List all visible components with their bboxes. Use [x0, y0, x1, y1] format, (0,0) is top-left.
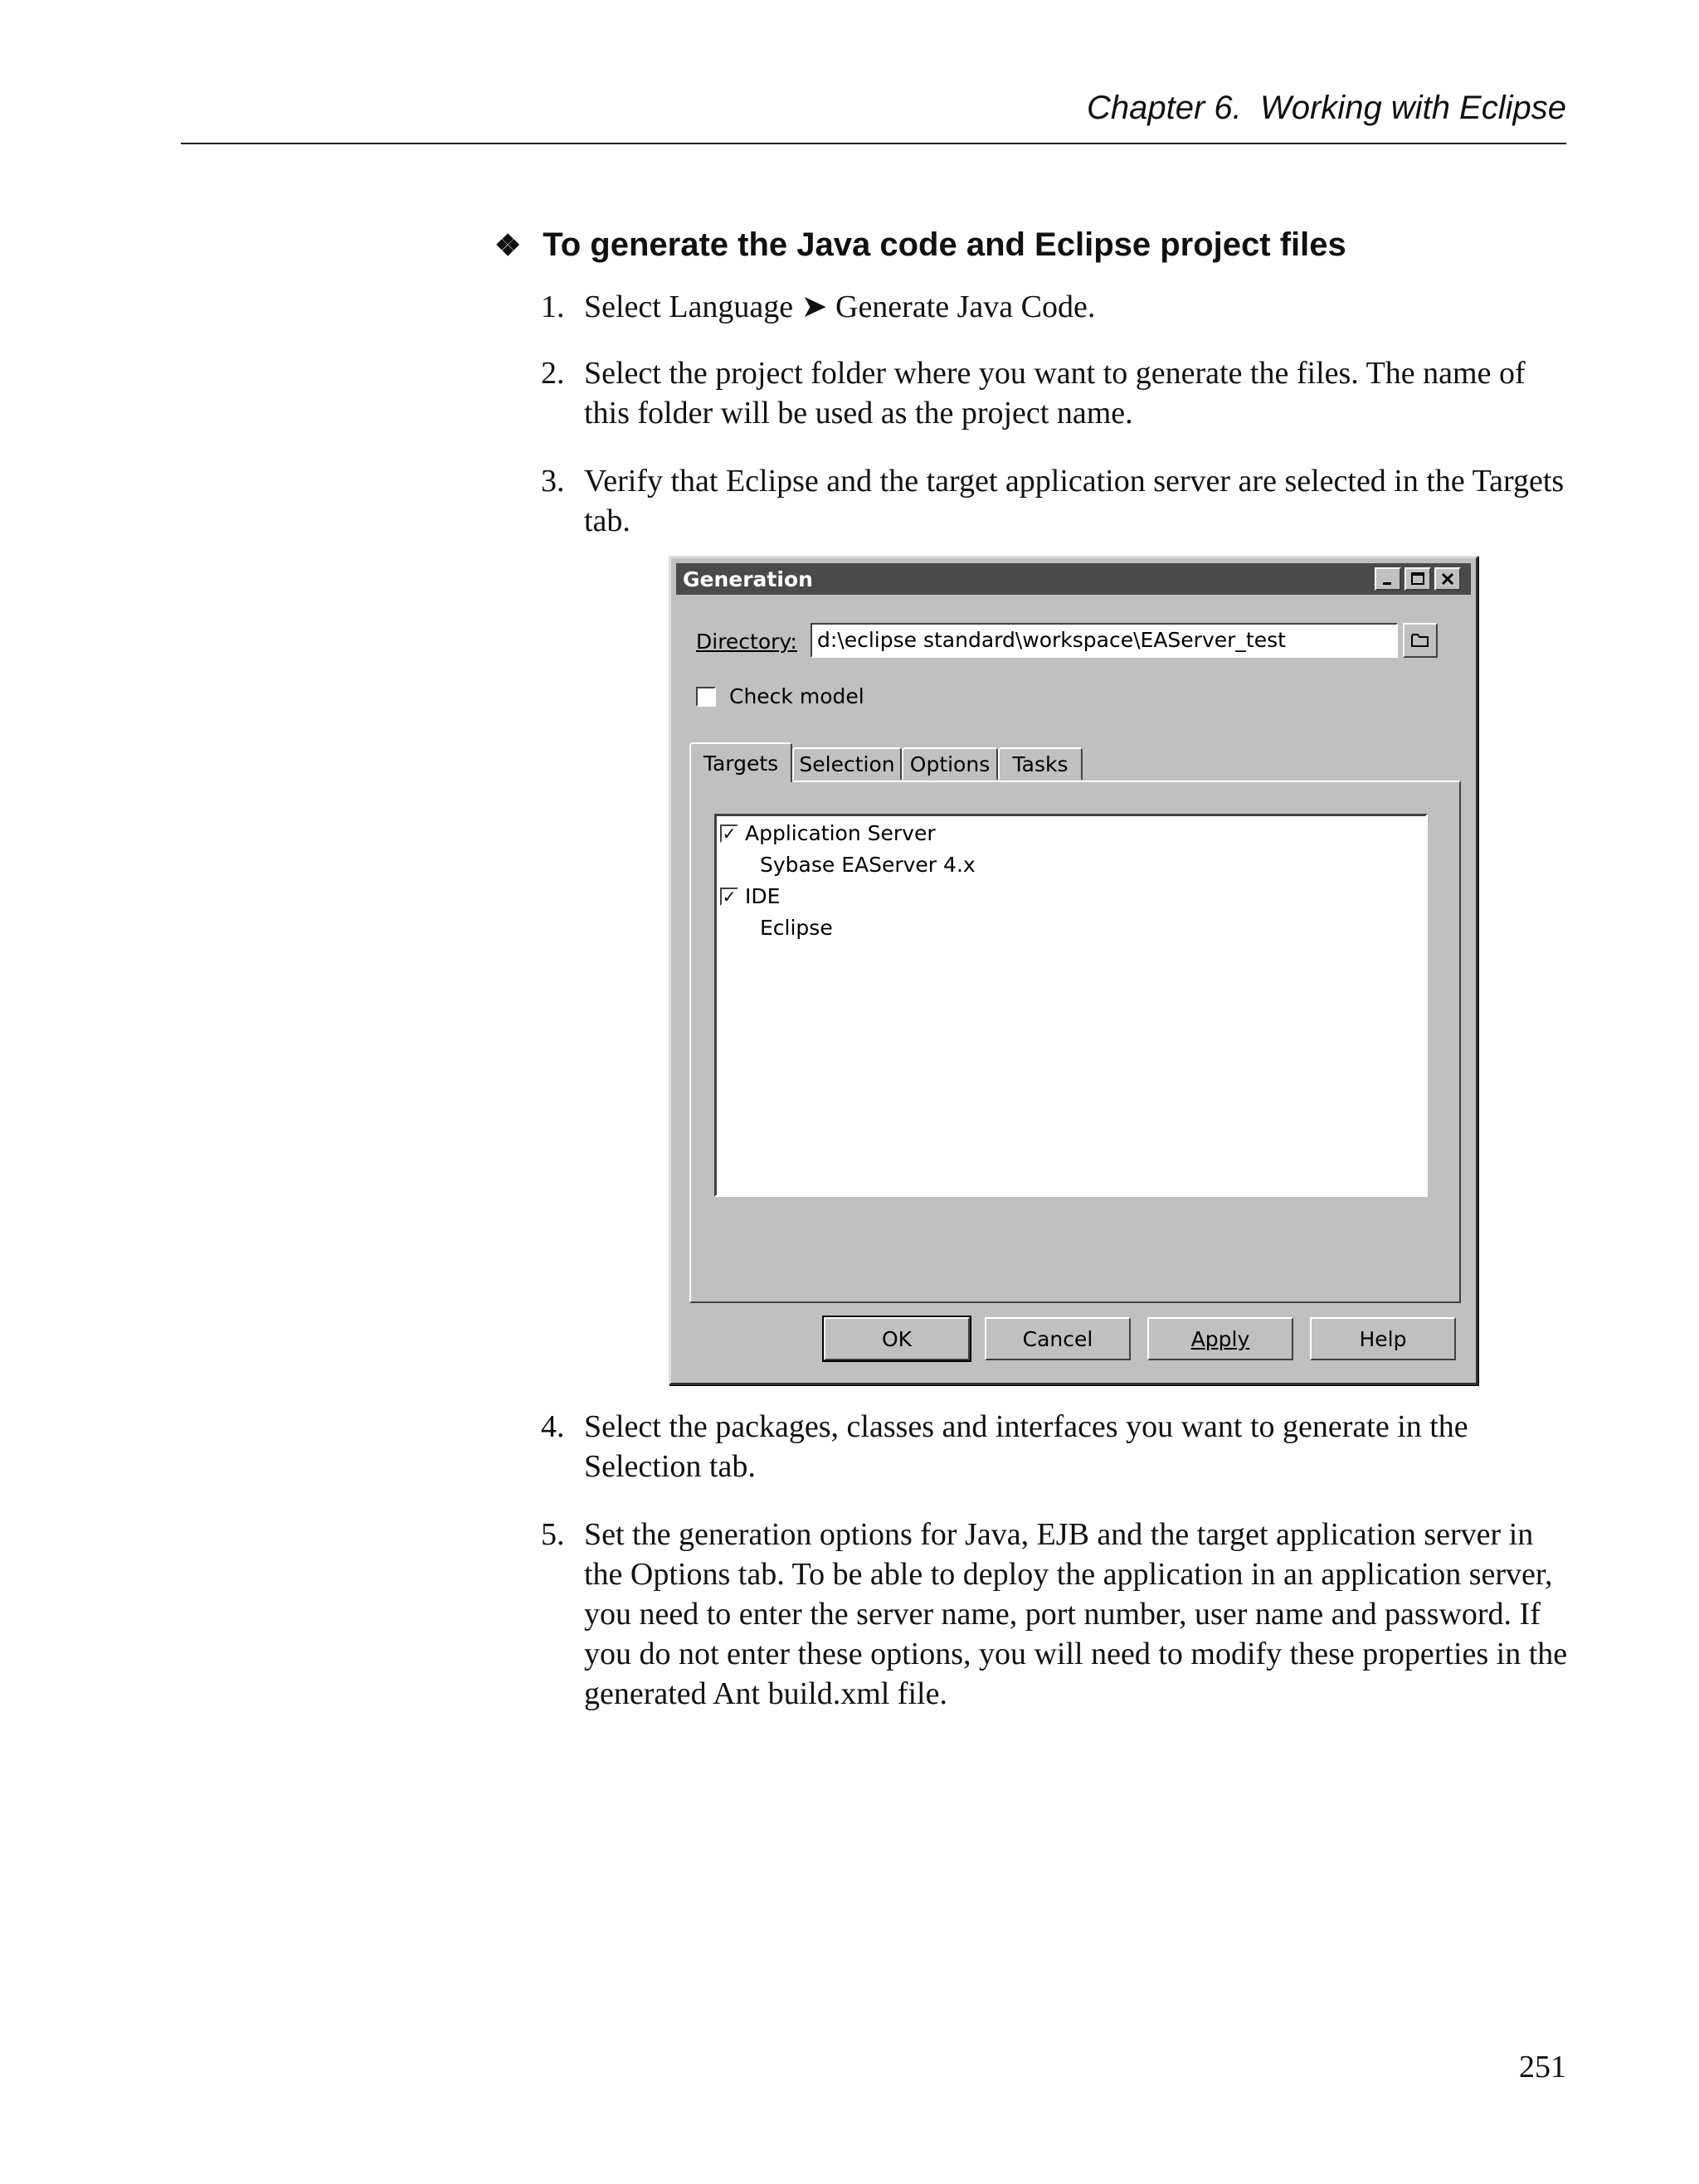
- tree-item-sybase-easerver[interactable]: [760, 853, 976, 877]
- check-model-checkbox[interactable]: [696, 687, 716, 707]
- tree-item-eclipse[interactable]: [760, 916, 833, 940]
- ok-button[interactable]: OK: [824, 1317, 970, 1360]
- dialog-titlebar[interactable]: [676, 563, 1471, 595]
- ide-checkbox[interactable]: ✓: [720, 888, 738, 906]
- step-2: [541, 353, 1570, 433]
- maximize-icon[interactable]: [1404, 567, 1431, 591]
- folder-icon: [1410, 632, 1430, 649]
- close-icon[interactable]: [1434, 567, 1461, 591]
- step-text: Select the packages, classes and interfaces you want to generate in the Selection tab.: [584, 1409, 1468, 1484]
- step-text: Set the generation options for Java, EJB and the target application server in the Options tab. To be able to deploy the application in an application server, you need to enter the server name, port number, user name and password. If you do not enter these options, you will need to modify these properties in the generated Ant build.xml file.: [584, 1517, 1568, 1711]
- step-5: [541, 1515, 1570, 1714]
- generation-dialog: [669, 556, 1478, 1385]
- directory-label-text: Directory:: [696, 630, 797, 654]
- tab-options[interactable]: Options: [902, 747, 998, 781]
- procedure-bullet-icon: ❖: [494, 227, 522, 262]
- tab-selection[interactable]: Selection: [792, 747, 902, 781]
- targets-tab-panel: [689, 781, 1461, 1303]
- tree-item-label: IDE: [745, 884, 781, 908]
- step-number: 2.: [541, 356, 565, 391]
- step-number: 1.: [541, 289, 565, 324]
- cancel-button[interactable]: Cancel: [985, 1317, 1131, 1360]
- application-server-checkbox[interactable]: ✓: [720, 824, 738, 843]
- step-number: 4.: [541, 1409, 565, 1444]
- dialog-title: Generation: [683, 567, 813, 591]
- tree-item-label: Eclipse: [760, 916, 833, 940]
- apply-button[interactable]: [1147, 1317, 1293, 1360]
- browse-folder-button[interactable]: [1403, 623, 1438, 658]
- targets-tree[interactable]: [714, 814, 1428, 1197]
- minimize-icon[interactable]: [1375, 567, 1401, 591]
- step-1: [541, 287, 1570, 327]
- tab-tasks[interactable]: Tasks: [998, 747, 1083, 781]
- tree-item-label: Sybase EAServer 4.x: [760, 853, 976, 877]
- tree-item-ide[interactable]: [720, 884, 780, 908]
- check-model-label: Check model: [729, 684, 864, 708]
- step-number: 3.: [541, 464, 565, 499]
- directory-field[interactable]: d:\eclipse standard\workspace\EAServer_test: [811, 623, 1398, 658]
- page-number: 251: [1519, 2050, 1566, 2084]
- step-3: [541, 461, 1570, 541]
- step-text: Verify that Eclipse and the target application server are selected in the Targets tab.: [584, 464, 1565, 538]
- procedure-heading: [494, 226, 1346, 264]
- apply-button-label: Apply: [1190, 1326, 1250, 1351]
- step-number: 5.: [541, 1517, 565, 1552]
- directory-label: [696, 630, 797, 654]
- running-head: Chapter 6. Working with Eclipse: [1086, 90, 1566, 126]
- step-text: Select the project folder where you want to generate the files. The name of this folder will be used as the project name.: [584, 356, 1526, 430]
- procedure-title: To generate the Java code and Eclipse project files: [543, 226, 1346, 263]
- tree-item-application-server[interactable]: [720, 821, 936, 845]
- step-text: Select Language ➤ Generate Java Code.: [584, 289, 1096, 324]
- header-rule: [181, 143, 1566, 144]
- step-4: [541, 1407, 1570, 1486]
- tree-item-label: Application Server: [745, 821, 936, 845]
- tab-targets[interactable]: Targets: [689, 742, 792, 782]
- help-button[interactable]: Help: [1310, 1317, 1456, 1360]
- check-model-option[interactable]: [696, 684, 864, 708]
